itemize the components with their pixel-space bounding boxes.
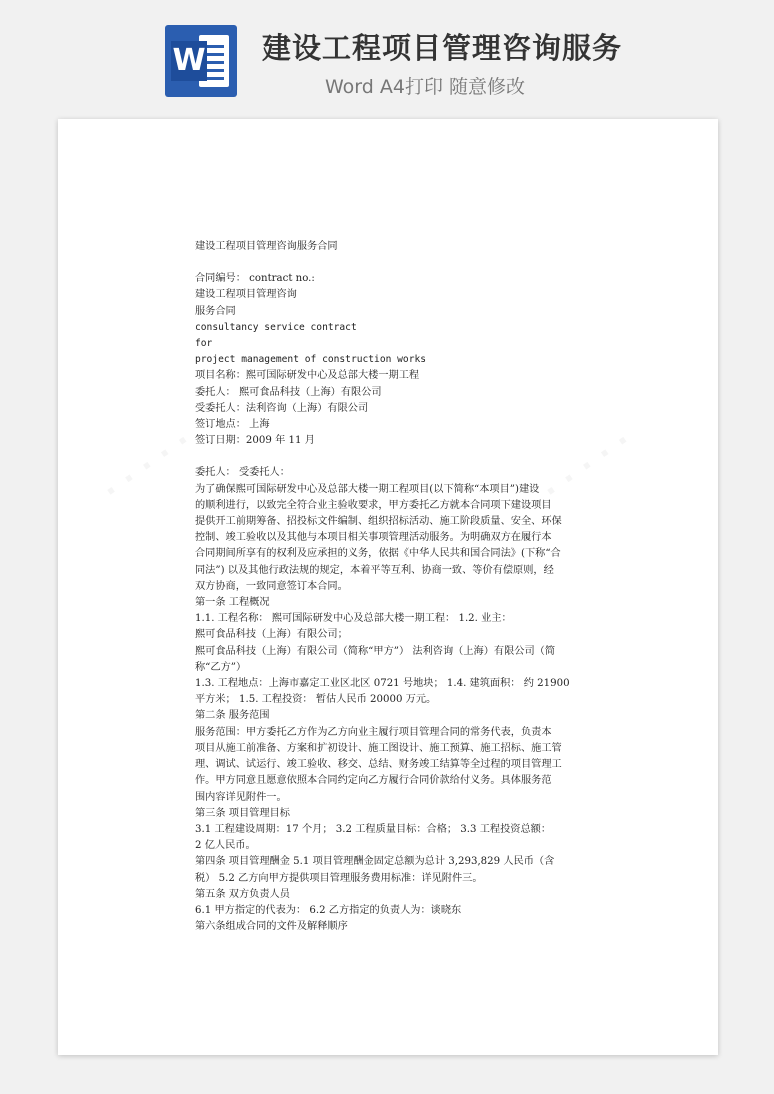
document-line: 为了确保熙可国际研发中心及总部大楼一期工程项目(以下简称“本项目”)建设 [195,483,540,495]
document-line: 建设工程项目管理咨询 [195,289,297,301]
document-line: 第六条组成合同的文件及解释顺序 [195,921,348,933]
document-line: 2 亿人民币。 [195,840,256,852]
banner-subtitle: Word A4打印 随意修改 [325,76,526,98]
document-line: 围内容详见附件一。 [195,791,287,803]
watermark: · · · · · [96,423,198,510]
blank-line [195,255,581,271]
document-line: 合同编号： contract no.: [195,273,315,285]
document-line: 第一条 工程概况 [195,597,270,609]
word-icon-letter: W [171,41,207,81]
document-line: 第五条 双方负责人员 [195,888,290,900]
document-line: 1.3. 工程地点：上海市嘉定工业区北区 0721 号地块； 1.4. 建筑面积： 约 21900 [195,678,570,690]
document-line: 6.1 甲方指定的代表为： 6.2 乙方指定的负责人为：谈晓东 [195,904,462,916]
document-line: 熙可食品科技（上海）有限公司（简称“甲方”） 法利咨询（上海）有限公司（简 [195,645,556,657]
document-line: 作。甲方同意且愿意依照本合同约定向乙方履行合同价款给付义务。具体服务范 [195,775,552,787]
document-line: 提供开工前期筹备、招投标文件编制、组织招标活动、施工阶段质量、安全、环保 [195,516,562,528]
document-line: 签订地点： 上海 [195,419,270,431]
document-line: 同法”) 以及其他行政法规的规定，本着平等互利、协商一致、等价有偿原则，经 [195,564,554,576]
document-line: project management of construction works [195,354,427,366]
document-line: 控制、竣工验收以及其他与本项目相关事项管理活动服务。为明确双方在履行本 [195,532,552,544]
word-document-icon [165,25,237,97]
document-line: 委托人： 熙可食品科技（上海）有限公司 [195,386,382,398]
document-line: 第四条 项目管理酬金 5.1 项目管理酬金固定总额为总计 3,293,829 人民币（含 [195,856,555,868]
document-line: 第二条 服务范围 [195,710,270,722]
document-line: 3.1 工程建设周期：17 个月； 3.2 工程质量目标：合格； 3.3 工程投资总额： [195,823,552,835]
document-line: consultancy service contract [195,321,357,333]
document-line: 受委托人：法利咨询（上海）有限公司 [195,402,369,414]
banner [0,0,774,118]
document-line: 平方米； 1.5. 工程投资： 暂估人民币 20000 万元。 [195,694,437,706]
watermark: · · · · · [536,423,638,510]
document-line: 理、调试、试运行、竣工验收、移交、总结、财务竣工结算等全过程的项目管理工 [195,759,562,771]
document-line: 税） 5.2 乙方向甲方提供项目管理服务费用标准：详见附件三。 [195,872,483,884]
document-page [58,119,718,1055]
document-line: 建设工程项目管理咨询服务合同 [195,241,338,252]
document-line: 项目名称：熙可国际研发中心及总部大楼一期工程 [195,370,420,382]
document-body [195,239,581,935]
document-line: 的顺利进行，以致完全符合业主验收要求，甲方委托乙方就本合同项下建设项目 [195,499,552,511]
document-line: for [195,338,213,350]
document-line: 双方协商，一致同意签订本合同。 [195,580,348,592]
banner-title: 建设工程项目管理咨询服务 [262,31,623,65]
document-line: 服务合同 [195,305,236,317]
document-line: 服务范围：甲方委托乙方作为乙方向业主履行项目管理合同的常务代表，负责本 [195,726,552,738]
document-line: 委托人： 受委托人： [195,467,290,479]
document-line: 称“乙方”） [195,661,247,673]
document-line: 第三条 项目管理目标 [195,807,290,819]
document-line: 熙可食品科技（上海）有限公司； [195,629,348,641]
document-line: 签订日期：2009 年 11 月 [195,435,315,447]
document-line: 项目从施工前准备、方案和扩初设计、施工图设计、施工预算、施工招标、施工管 [195,742,562,754]
document-line: 1.1. 工程名称： 熙可国际研发中心及总部大楼一期工程： 1.2. 业主： [195,613,512,625]
document-line: 合同期间所享有的权利及应承担的义务，依据《中华人民共和国合同法》(下称“合 [195,548,561,560]
blank-line [195,449,581,465]
